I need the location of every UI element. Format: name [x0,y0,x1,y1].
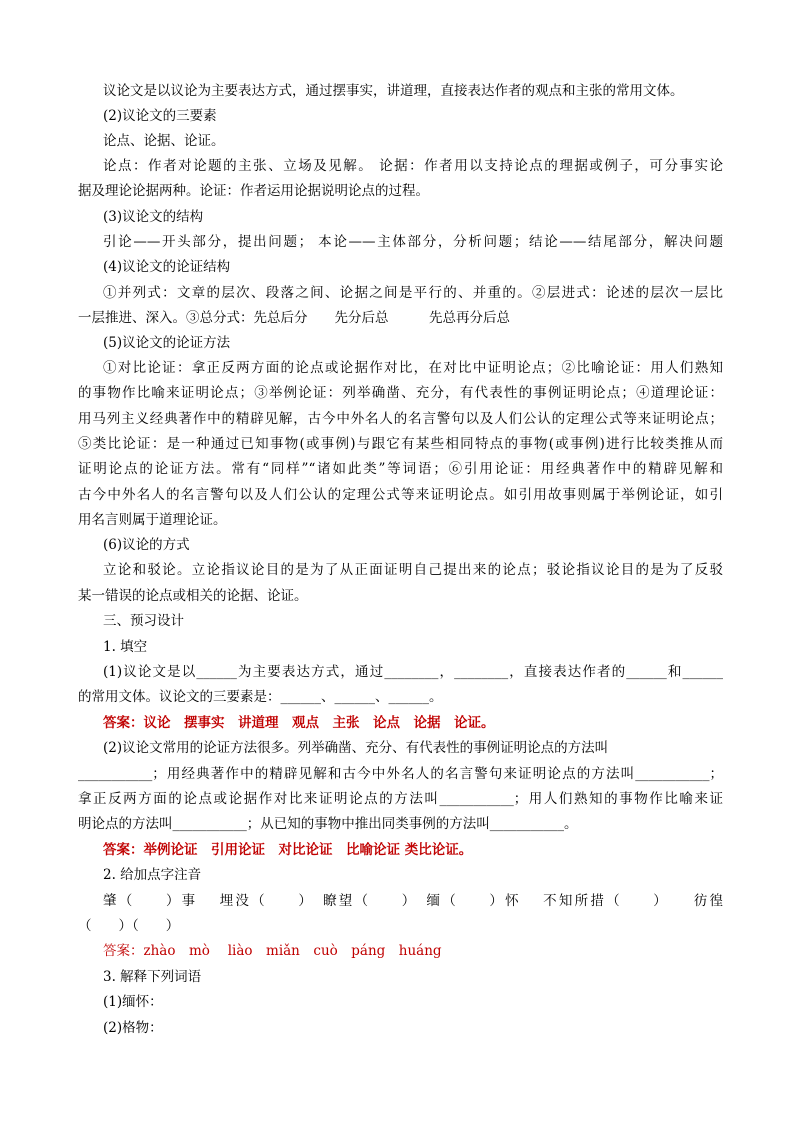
question-text: ___________；用经典著作中的精辟见解和古今中外名人的名言警句来证明论点的方法叫___________； [78,766,723,782]
text-line: 立论和驳论。立论指议论目的是为了从正面证明自己提出来的论点；驳论指议论目的是为了反驳 [103,562,723,578]
text-line: 论点：作者对论题的主张、立场及见解。 论据：作者用以支持论点的理据或例子，可分事实论 [103,158,723,174]
section-heading: (2)议论文的三要素 [103,108,217,124]
text-line: 一层推进、深入。③总分式：先总后分 先分后总 先总再分后总 [78,310,510,326]
question-text: (1)缅怀： [103,994,163,1010]
answer-line: 答案：zhào mò liào miǎn cuò páng huáng [103,943,442,959]
section-heading: (6)议论的方式 [103,537,190,553]
question-text: 拿正反两方面的论点或论据作对比来证明论点的方法叫___________；用人们熟知的事物作比喻来证 [78,791,723,807]
section-heading: (3)议论文的结构 [103,209,204,225]
text-line: ①对比论证：拿正反两方面的论点或论据作对比，在对比中证明论点；②比喻论证：用人们熟知 [103,360,723,376]
question-text: （ ）（ ） [78,918,180,934]
text-line: 议论文是以议论为主要表达方式，通过摆事实，讲道理，直接表达作者的观点和主张的常用文体。 [103,83,684,99]
text-line: 古今中外名人的名言警句以及人们公认的定理公式等来证明论点。如引用故事则属于举例论证，如引 [78,487,723,503]
question-text: (1)议论文是以______为主要表达方式，通过________，________，直接表达作者的______和______ [103,664,723,680]
question-heading: 2. 给加点字注音 [103,867,202,883]
text-line: ⑤类比论证：是一种通过已知事物(或事例)与跟它有某些相同特点的事物(或事例)进行比较类推从而 [78,436,723,452]
section-heading: (4)议论文的论证结构 [103,259,231,275]
question-text: 明论点的方法叫___________；从已知的事物中推出同类事例的方法叫___________。 [78,816,578,832]
answer-line: 答案：举例论证 引用论证 对比论证 比喻论证 类比论证。 [103,842,473,858]
question-heading: 3. 解释下列词语 [103,969,202,985]
section-heading: (5)议论文的论证方法 [103,335,231,351]
section-heading: 三、预习设计 [103,613,184,629]
question-text: 肇（ ）事 埋没（ ） 瞭望（ ） 缅（ ）怀 不知所措（ ） 彷徨 [103,893,723,909]
text-line: 用马列主义经典著作中的精辟见解，古今中外名人的名言警句以及人们公认的定理公式等来证明论点； [78,411,723,427]
text-line: ①并列式：文章的层次、段落之间、论据之间是平行的、并重的。②层进式：论述的层次一层比 [103,285,723,301]
text-line: 的事物作比喻来证明论点；③举例论证：列举确凿、充分，有代表性的事例证明论点；④道理论证： [78,385,723,401]
question-text: (2)格物： [103,1020,163,1036]
text-line: 论点、论据、论证。 [103,133,225,149]
text-line: 某一错误的论点或相关的论据、论证。 [78,588,308,604]
text-line: 证明论点的论证方法。常有“同样”“诸如此类”等词语；⑥引用论证：用经典著作中的精辟见解和 [78,461,723,477]
text-line: 引论——开头部分，提出问题； 本论——主体部分，分析问题；结论——结尾部分，解决问题 [103,234,723,250]
question-text: 的常用文体。议论文的三要素是：______、______、______。 [78,689,443,705]
question-text: (2)议论文常用的论证方法很多。列举确凿、充分、有代表性的事例证明论点的方法叫 [103,740,609,756]
answer-line: 答案：议论 摆事实 讲道理 观点 主张 论点 论据 论证。 [103,715,495,731]
text-line: 据及理论论据两种。论证：作者运用论据说明论点的过程。 [78,183,429,199]
question-heading: 1. 填空 [103,639,148,655]
text-line: 用名言则属于道理论证。 [78,512,227,528]
